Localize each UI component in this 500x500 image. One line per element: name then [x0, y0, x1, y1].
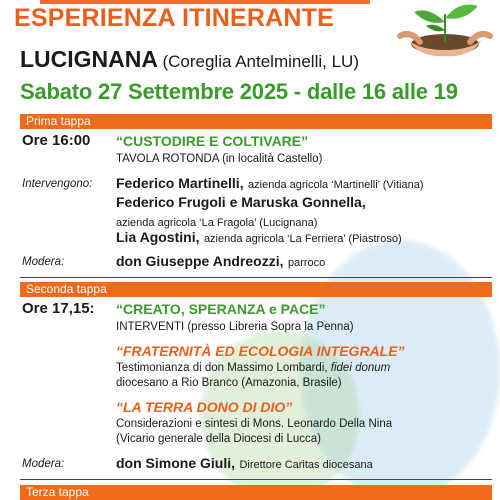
talk2-line1: Considerazioni e sintesi di Mons. Leonardo Della Nina [116, 418, 393, 430]
stage2-bar [20, 282, 492, 297]
stage1-title: “CUSTODIRE E COLTIVARE” [116, 133, 309, 149]
talk1-line2: diocesano a Rio Branco (Amazonia, Brasile) [116, 377, 342, 389]
moderator-role: Direttore Caritas diocesana [239, 459, 373, 471]
stage3-bar [20, 485, 492, 500]
speaker-3 [116, 229, 402, 247]
speaker-affiliation: azienda agricola ‘La Ferriera’ (Piastroso) [203, 233, 402, 245]
moderator-role: parroco [287, 257, 326, 269]
moderator-name: don Giuseppe Andreozzi, [116, 253, 284, 269]
talk1-line1-italic: fidei donum [330, 362, 391, 374]
place-line [20, 46, 359, 73]
divider [20, 277, 492, 278]
place-name: LUCIGNANA [20, 46, 158, 72]
stage1-subtitle: TAVOLA ROTONDA (in località Castello) [116, 153, 323, 165]
speaker-name: Lia Agostini, [116, 229, 200, 245]
stage1-time: Ore 16:00 [22, 132, 91, 149]
speaker-name: Federico Frugoli e Maruska Gonnella, [116, 194, 366, 210]
stage2-moderator [116, 455, 373, 473]
stage1-bar [20, 114, 492, 129]
speaker-affiliation: azienda agricola ‘La Fragola’ (Lucignana) [116, 217, 318, 229]
talk1-title: “FRATERNITÀ ED ECOLOGIA INTEGRALE” [116, 343, 405, 359]
stage1-speakers-label: Intervengono: [22, 178, 93, 190]
talk1-line1-text: Testimonianza di don Massimo Lombardi, [116, 362, 328, 374]
speaker-2 [116, 194, 366, 212]
stage2-time: Ore 17,15: [22, 300, 95, 317]
stage2-title: “CREATO, SPERANZA e PACE” [116, 301, 326, 317]
stage2-moderator-label: Modera: [22, 458, 65, 470]
stage1-moderator-label: Modera: [22, 256, 65, 268]
talk1-line1 [116, 362, 390, 374]
talk2-line2: (Vicario generale della Diocesi di Lucca) [116, 433, 321, 445]
stage1-moderator [116, 253, 325, 271]
hands-holding-plant-icon [390, 0, 500, 58]
moderator-name: don Simone Giuli, [116, 455, 235, 471]
headline: ESPERIENZA ITINERANTE [14, 4, 334, 32]
stage2-label: Seconda tappa [26, 282, 107, 296]
stage3-label: Terza tappa [26, 485, 89, 499]
talk2-title: “LA TERRA DONO DI DIO” [116, 399, 293, 415]
speaker-name: Federico Martinelli, [116, 175, 244, 191]
date-line: Sabato 27 Settembre 2025 - dalle 16 alle 19 [20, 79, 458, 104]
stage2-subtitle: INTERVENTI (presso Libreria Sopra la Penna) [116, 321, 354, 333]
stage1-label: Prima tappa [26, 114, 91, 128]
speaker-affiliation: azienda agricola ‘Martinelli’ (Vitiana) [248, 179, 424, 191]
divider [20, 479, 492, 480]
speaker-1 [116, 175, 424, 193]
place-detail: (Coreglia Antelminelli, LU) [162, 52, 359, 71]
